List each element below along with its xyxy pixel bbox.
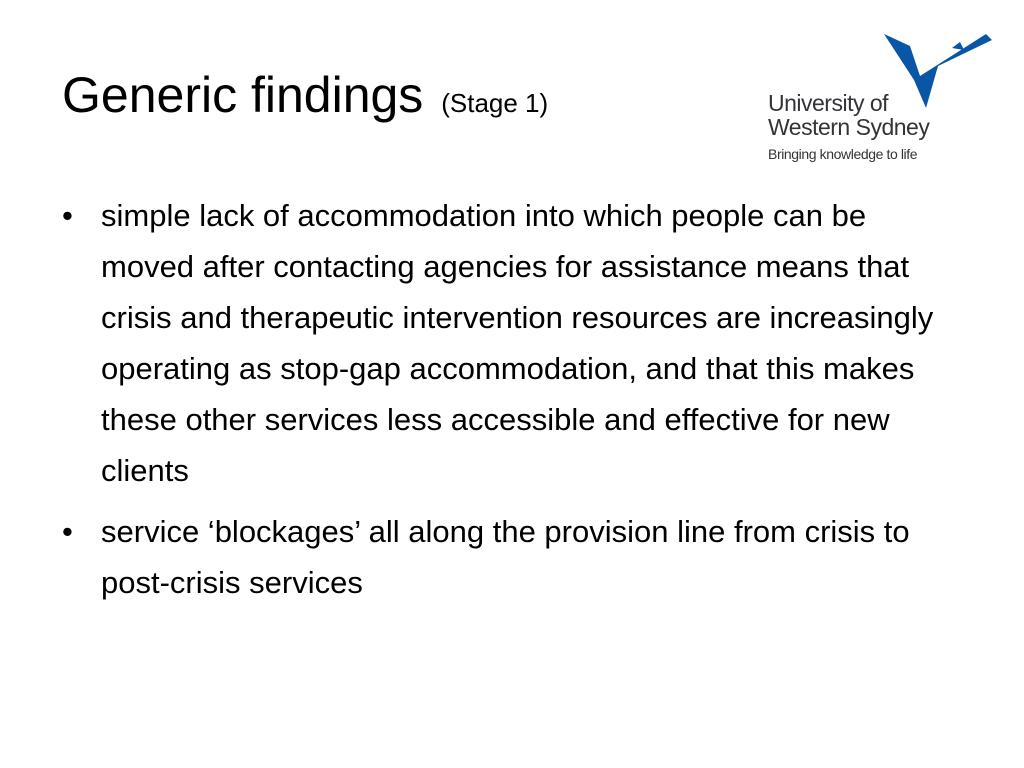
logo-line-1: University of	[768, 90, 889, 116]
bird-icon	[882, 28, 994, 110]
bullet-item	[62, 190, 962, 496]
bullet-text: simple lack of accommodation into which people can be moved after contacting agencies for assistance means that crisis and therapeutic intervention resources are increasingly operating as stop-gap accommodation, and that this makes these other services less accessible and effective for new clients	[101, 198, 934, 488]
bullet-text: service ‘blockages’ all along the provision line from crisis to post-crisis services	[101, 514, 910, 600]
bullet-dot: •	[62, 198, 73, 233]
logo-tagline: Bringing knowledge to life	[768, 146, 918, 162]
bullet-list	[62, 190, 962, 618]
university-logo	[764, 28, 996, 170]
logo-line-2: Western Sydney	[768, 114, 930, 140]
bullet-dot: •	[62, 514, 73, 549]
title-main: Generic findings	[62, 67, 424, 123]
title-suffix: (Stage 1)	[441, 88, 549, 118]
bullet-item	[62, 506, 962, 608]
slide-title	[62, 64, 548, 134]
